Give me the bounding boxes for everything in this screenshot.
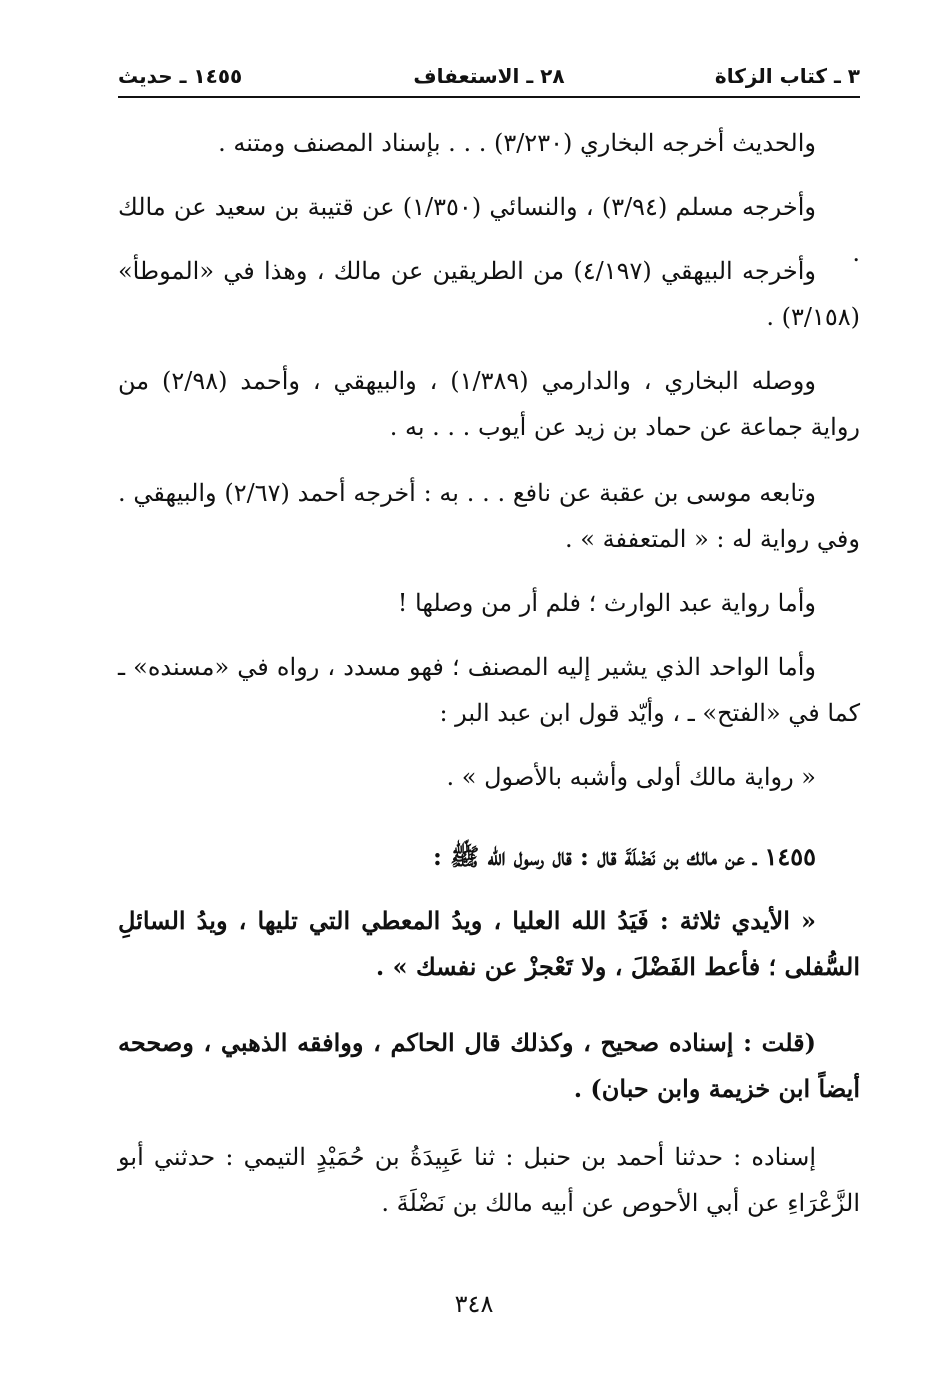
- paragraph-8-quote: « رواية مالك أولى وأشبه بالأصول » .: [446, 763, 816, 791]
- hadith-isnad: إسناده : حدثنا أحمد بن حنبل : ثنا عَبِيدَةُ بن حُمَيْدٍ التيمي : حدثني أبو الزَّعْرَاءِ عن أبي الأحوص عن أبيه مالك بن نَضْلَةَ .: [118, 1143, 860, 1217]
- hadith-grading: (قلت : إسناده صحيح ، وكذلك قال الحاكم ، ووافقه الذهبي ، وصححه أيضاً ابن خزيمة وابن حبان) .: [118, 1028, 860, 1103]
- header-hadith-number: ١٤٥٥ ـ حديث: [118, 64, 243, 88]
- paragraph-3: وأخرجه البيهقي (٤/١٩٧) من الطريقين عن مالك ، وهذا في «الموطأ» (٣/١٥٨) .: [118, 257, 860, 331]
- paragraph-6: وأما رواية عبد الوارث ؛ فلم أر من وصلها !: [397, 589, 816, 617]
- header-chapter-title: ٢٨ ـ الاستعفاف: [413, 64, 565, 88]
- header-divider: [118, 96, 860, 98]
- hadith-heading: ١٤٥٥ ـ عن مالك بن نَضْلَةَ قال : قال رسول الله ﷺ :: [432, 842, 816, 871]
- paragraph-1: والحديث أخرجه البخاري (٣/٢٣٠) . . . بإسناد المصنف ومتنه .: [218, 129, 816, 157]
- hadith-text: « الأيدي ثلاثة : فَيَدُ الله العليا ، ويدُ المعطي التي تليها ، ويدُ السائلِ السُّفلى ؛ فأعط الفَضْلَ ، ولا تَعْجزْ عن نفسك » .: [118, 906, 860, 981]
- running-header: [118, 58, 860, 98]
- paragraph-4: ووصله البخاري ، والدارمي (١/٣٨٩) ، والبيهقي ، وأحمد (٢/٩٨) من رواية جماعة عن حماد بن زيد عن أيوب . . . به .: [118, 367, 860, 441]
- paragraph-2: وأخرجه مسلم (٣/٩٤) ، والنسائي (١/٣٥٠) عن قتيبة بن سعيد عن مالك .: [118, 193, 860, 267]
- paragraph-7: وأما الواحد الذي يشير إليه المصنف ؛ فهو مسدد ، رواه في «مسنده» ـ كما في «الفتح» ـ ، وأيّد قول ابن عبد البر :: [118, 653, 860, 727]
- paragraph-5: وتابعه موسى بن عقبة عن نافع . . . به : أخرجه أحمد (٢/٦٧) والبيهقي . وفي رواية له : « المتعففة » .: [118, 479, 860, 553]
- header-book-title: ٣ ـ كتاب الزكاة: [714, 64, 860, 88]
- page-number: ٣٤٨: [454, 1290, 494, 1318]
